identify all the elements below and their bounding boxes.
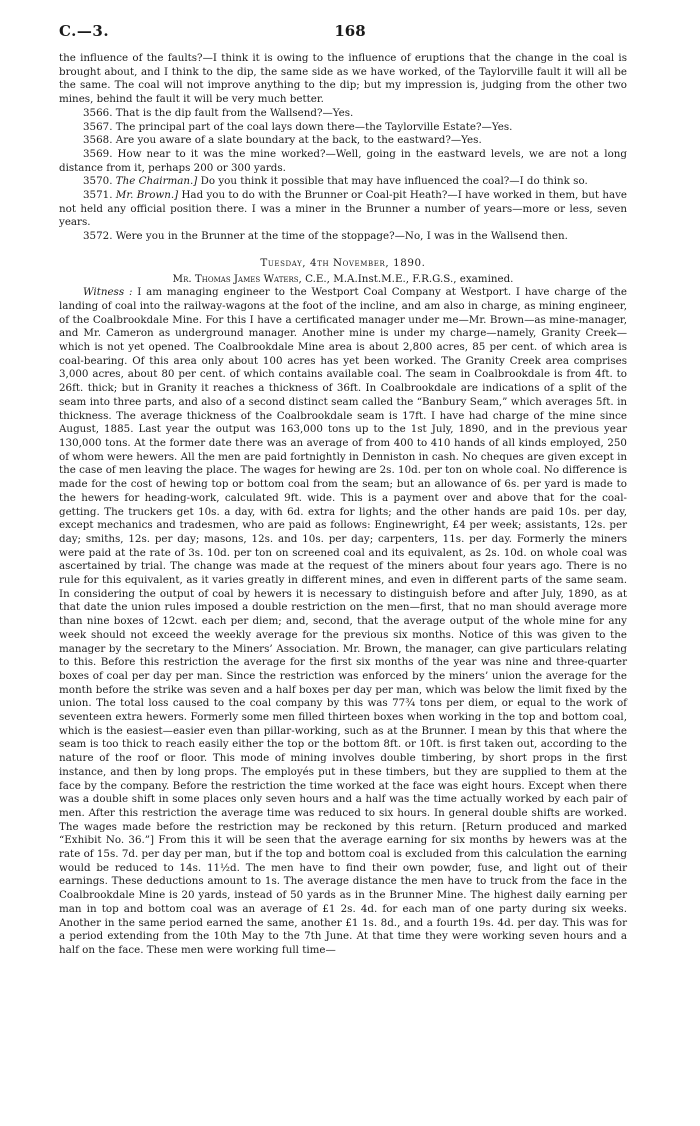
question-3568: 3568. Are you aware of a slate boundary at the back, to the eastward?—Yes. — [83, 134, 482, 147]
speaker-label: Mr. Brown.] — [115, 189, 179, 202]
continued-answer: the influence of the faults?—I think it is owing to the influence of eruptions that the change in the coal is brought about, and I think to the dip, the same side as we have worked, of the Taylorville fault it will all be the same. The coal will not improve anything to the dip; but my impression is, judging from the other two mines, behind the fault it will be very much better. — [59, 52, 627, 106]
witness-testimony: Witness : I am managing engineer to the Westport Coal Company at Westport. I have charge of the landing of coal into the railway-wagons at the foot of the incline, and am also in charge, as mining engineer, of the Coalbrookdale Mine. For this I have a certificated manager under me—Mr. Brown—as mine-manager, and Mr. Cameron as underground manager. Another mine is under my charge—namely, Granity Creek—which is not yet opened. The Coalbrookdale Mine area is about 2,800 acres, 85 per cent. of which area is coal-bearing. Of this area only about 100 acres has yet been worked. The Granity Creek area comprises 3,000 acres, about 80 per cent. of which contains available coal. The seam in Coalbrookdale is from 4ft. to 26ft. thick; but in Granity it reaches a thickness of 36ft. In Coalbrookdale are indications of a split of the seam into three parts, and also of a second distinct seam called the “Banbury Seam,” which averages 5ft. in thickness. The average thickness of the Coalbrookdale seam is 17ft. I have had charge of the mine since August, 1885. Last year the output was 163,000 tons up to the 1st July, 1890, and in the previous year 130,000 tons. At the former date there was an average of from 400 to 410 hands of all kinds employed, 250 of whom were hewers. All the men are paid fortnightly in Denniston in cash. No cheques are given except in the case of men leaving the place. The wages for hewing are 2s. 10d. per ton on whole coal. No difference is made for the cost of hewing top or bottom coal from the seam; but an allowance of 6s. per yard is made to the hewers for heading-work, calculated 9ft. wide. This is a payment over and above that for the coal-getting. The truckers get 10s. a day, with 6d. extra for lights; and the other hands are paid 10s. per day, except mechanics and tradesmen, who are paid as follows: Enginewright, £4 per week; assistants, 12s. per day; smiths, 12s. per day; masons, 12s. and 10s. per day; carpenters, 11s. per day. Formerly the miners were paid at the rate of 3s. 10d. per ton on screened coal and its equivalent, as 2s. 10d. on whole coal was ascertained by trial. The change was made at the request of the miners about four years ago. There is no rule for this equivalent, as it varies greatly in different mines, and even in different parts of the same seam. In considering the output of coal by hewers it is necessary to distinguish before and after July, 1890, as at that date the union rules imposed a double restriction on the men—first, that no man should average more than nine boxes of 12cwt. each per diem; and, second, that the average output of the whole mine for any week should not exceed the weekly average for the previous six months. Notice of this was given to the manager by the secretary to the Miners’ Association. Mr. Brown, the manager, can give particulars relating to this. Before this restriction the average for the first six months of the year was nine and three-quarter boxes of coal per day per man. Since the restriction was enforced by the miners’ union the average for the month before the strike was seven and a half boxes per day per man, which was below the limit fixed by the union. The total loss caused to the coal company by this was 77¾ tons per diem, or equal to the work of seventeen extra hewers. Formerly some men filled thirteen boxes when working in the top and bottom coal, which is the easiest—easier even than pillar-working, such as at the Brunner. I mean by this that where the seam is too thick to reach easily either the top or the bottom 8ft. or 10ft. is first taken out, according to the nature of the roof or floor. This mode of mining involves double timbering, by short props in the first instance, and then by long props. The employés put in these timbers, but they are supplied to them at the face by the company. Before the restriction the time worked at the face was eight hours. Except when there was a double shift in some places only seven hours and a half was the time actually worked by each pair of men. After this restriction the average time was reduced to six hours. In general double shifts are worked. The wages made before the restriction may be reckoned by this return. [Return produced and marked “Exhibit No. 36.”] From this it will be seen that the average earning for six months by hewers was at the rate of 15s. 7d. per day per man, but if the top and bottom coal is excluded from this calculation the earning would be reduced to 14s. 11½d. The men have to find their own powder, fuse, and light out of their earnings. These deductions amount to 1s. The average distance the men have to truck from the face in the Coalbrookdale Mine is 20 yards, instead of 50 yards as in the Brunner Mine. The highest daily earning per man in top and bottom coal was an average of £1 2s. 4d. for each man of one party during six weeks. Another in the same period earned the same, another £1 1s. 8d., and a fourth 19s. 4d. per day. This was for a period extending from the 10th May to the 7th June. At that time they were working seven hours and a half on the face. These men were working full time— — [59, 286, 627, 956]
page-body — [59, 52, 627, 958]
question-3567: 3567. The principal part of the coal lays down there—the Taylorville Estate?—Yes. — [83, 120, 513, 133]
speaker-label: The Chairman.] — [115, 175, 198, 188]
witness-heading — [59, 273, 627, 287]
question-3566: 3566. That is the dip fault from the Wallsend?—Yes. — [83, 106, 354, 119]
question-3570: 3570. The Chairman.] Do you think it possible that may have influenced the coal?—I do think so. — [83, 175, 588, 188]
question-3569: 3569. How near to it was the mine worked?—Well, going in the eastward levels, we are not a long distance from it, perhaps 200 or 300 yards. — [59, 147, 627, 174]
witness-name: Mr. Thomas James Waters, — [172, 272, 302, 285]
testimony-label: Witness : — [83, 286, 133, 299]
question-3571: 3571. Mr. Brown.] Had you to do with the Brunner or Coal-pit Heath?—I have worked in them, but have not held any official position there. I was a miner in the Brunner a number of years—more or less, seven years. — [59, 189, 627, 229]
page-number: 168 — [334, 22, 366, 40]
session-date: Tuesday, 4th November, 1890. — [260, 256, 426, 269]
document-reference: C.—3. — [59, 22, 110, 40]
witness-credentials: C.E., M.A.Inst.M.E., F.R.G.S., examined. — [305, 272, 514, 285]
question-3572: 3572. Were you in the Brunner at the time of the stoppage?—No, I was in the Wallsend then. — [83, 230, 568, 243]
